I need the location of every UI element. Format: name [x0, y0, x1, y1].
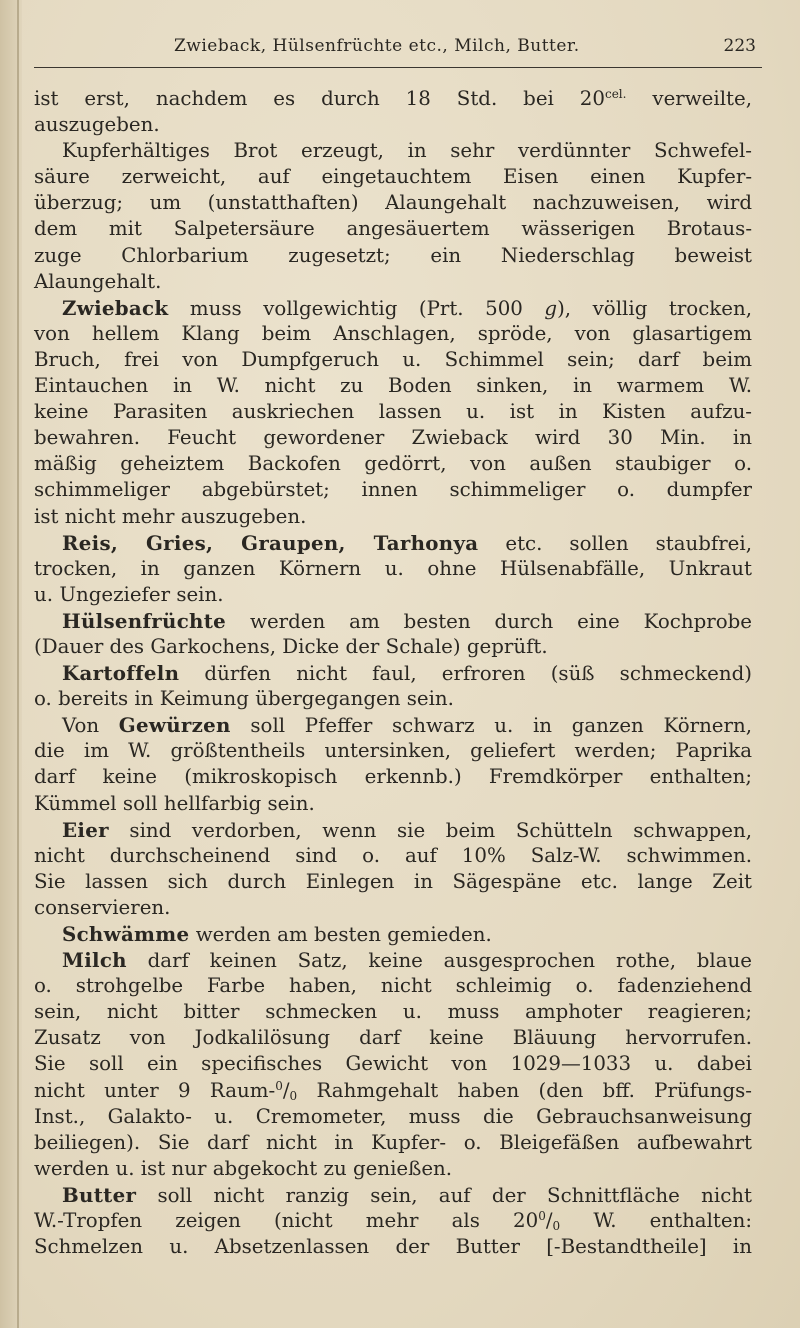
body-text	[34, 86, 752, 1260]
text-line	[34, 1025, 752, 1051]
text-line	[34, 399, 752, 425]
text-segment: /	[545, 1209, 553, 1233]
text-line	[34, 791, 752, 817]
text-line	[34, 477, 752, 503]
text-line	[34, 817, 752, 843]
page-header	[0, 36, 800, 66]
text-segment: o. strohgelbe Farbe haben, nicht schleimig o. fadenziehend	[34, 974, 752, 998]
keyword: Butter	[62, 1182, 137, 1207]
text-line	[34, 608, 752, 634]
text-line	[34, 138, 752, 164]
text-line	[34, 921, 752, 947]
text-segment: W.-Tropfen zeigen (nicht mehr als 20	[34, 1209, 539, 1233]
text-segment: 0	[538, 1209, 546, 1224]
text-segment: werden am besten gemieden.	[189, 923, 492, 946]
keyword: Milch	[62, 948, 127, 973]
text-segment: /	[282, 1078, 290, 1102]
text-segment: Bruch, frei von Dumpfgeruch u. Schimmel sein; darf beim	[34, 347, 752, 371]
text-line	[34, 1156, 752, 1182]
text-segment: ), völlig trocken,	[557, 296, 752, 320]
text-segment: dem mit Salpetersäure angesäuertem wässerigen Brotaus-	[34, 217, 752, 241]
text-segment: werden am besten durch eine Kochprobe	[226, 609, 752, 633]
text-line	[34, 634, 752, 660]
text-line	[34, 764, 752, 790]
keyword: Eier	[62, 817, 109, 842]
text-segment: die im W. größtentheils untersinken, geliefert werden; Paprika	[34, 739, 752, 763]
text-line	[34, 1051, 752, 1077]
text-line	[34, 947, 752, 973]
text-segment: mäßig geheiztem Backofen gedörrt, von außen staubiger o.	[34, 452, 752, 476]
text-line	[34, 556, 752, 582]
text-segment: sein, nicht bitter schmecken u. muss amphoter reagieren;	[34, 1000, 752, 1024]
text-segment: soll nicht ranzig sein, auf der Schnittfläche nicht	[136, 1183, 752, 1207]
text-segment: sind verdorben, wenn sie beim Schütteln schwappen,	[108, 818, 752, 842]
text-segment: (Dauer des Garkochens, Dicke der Schale) geprüft.	[34, 634, 548, 658]
text-segment: Kupferhältiges Brot erzeugt, in sehr verdünnter Schwefel-	[62, 139, 752, 163]
text-line	[34, 1182, 752, 1208]
text-line	[34, 895, 752, 921]
text-segment: Schmelzen u. Absetzenlassen der Butter [-Bestandtheile] in	[34, 1235, 752, 1259]
text-line	[34, 1078, 752, 1104]
text-line	[34, 190, 752, 216]
text-segment: 0	[289, 1088, 298, 1103]
text-line	[34, 686, 752, 712]
text-segment: auszugeben.	[34, 113, 160, 137]
text-segment: 0	[552, 1219, 561, 1234]
text-line	[34, 1234, 752, 1260]
text-segment: nicht unter 9 Raum-	[34, 1078, 276, 1102]
text-segment: muss vollgewichtig (Prt. 500	[168, 296, 545, 320]
text-segment: W. enthalten:	[560, 1209, 752, 1233]
text-line	[34, 660, 752, 686]
text-line	[34, 373, 752, 399]
text-line	[34, 86, 752, 112]
text-line	[34, 216, 752, 242]
text-segment: ist nicht mehr auszugeben.	[34, 504, 307, 528]
running-title: Zwieback, Hülsenfrüchte etc., Milch, Butter.	[174, 36, 580, 56]
text-segment: Alaungehalt.	[34, 269, 162, 293]
text-segment: cel.	[604, 87, 627, 101]
text-segment: ist erst, nachdem es durch 18 Std. bei 20	[34, 87, 605, 110]
text-segment: u. Ungeziefer sein.	[34, 582, 224, 606]
text-segment: dürfen nicht faul, erfroren (süß schmeckend)	[179, 662, 752, 686]
text-line	[34, 243, 752, 269]
text-segment: verweilte,	[626, 87, 752, 110]
page-binding-line	[17, 0, 19, 1328]
text-line	[34, 738, 752, 764]
text-line	[34, 843, 752, 869]
text-line	[34, 269, 752, 295]
text-segment: Von	[62, 714, 119, 738]
text-line	[34, 1130, 752, 1156]
text-segment: überzug; um (unstatthaften) Alaungehalt nachzuweisen, wird	[34, 191, 752, 215]
text-segment: beiliegen). Sie darf nicht in Kupfer- o. Bleigefäßen aufbewahrt	[34, 1130, 752, 1154]
text-segment: darf keinen Satz, keine ausgesprochen rothe, blaue	[126, 949, 752, 973]
text-segment: Sie soll ein specifisches Gewicht von 1029—1033 u. dabei	[34, 1052, 752, 1076]
text-segment: 0	[275, 1078, 283, 1093]
text-segment: darf keine (mikroskopisch erkennb.) Fremdkörper enthalten;	[34, 765, 752, 789]
text-line	[34, 112, 752, 138]
text-segment: von hellem Klang beim Anschlagen, spröde, von glasartigem	[34, 321, 752, 345]
keyword: Hülsenfrüchte	[62, 608, 227, 633]
text-line	[34, 712, 752, 738]
keyword: Reis, Gries, Graupen, Tarhonya	[62, 530, 479, 555]
text-segment: soll Pfeffer schwarz u. in ganzen Körnern,	[230, 714, 752, 738]
text-segment: Eintauchen in W. nicht zu Boden sinken, in warmem W.	[34, 374, 752, 398]
text-segment: schimmeliger abgebürstet; innen schimmeliger o. dumpfer	[34, 478, 752, 502]
text-segment: o. bereits in Keimung übergegangen sein.	[34, 687, 454, 711]
text-line	[34, 504, 752, 530]
text-segment: conservieren.	[34, 895, 171, 919]
text-line	[34, 973, 752, 999]
text-segment: keine Parasiten auskriechen lassen u. ist in Kisten aufzu-	[34, 400, 752, 424]
text-line	[34, 451, 752, 477]
keyword: Kartoffeln	[62, 661, 180, 686]
text-line	[34, 295, 752, 321]
text-line	[34, 347, 752, 373]
text-line	[34, 530, 752, 556]
text-segment: säure zerweicht, auf eingetauchtem Eisen einen Kupfer-	[34, 165, 752, 189]
text-segment: bewahren. Feucht gewordener Zwieback wird 30 Min. in	[34, 426, 752, 450]
text-segment: Zusatz von Jodkalilösung darf keine Bläuung hervorrufen.	[34, 1026, 752, 1050]
text-line	[34, 582, 752, 608]
header-rule	[34, 67, 762, 68]
keyword: Zwieback	[62, 295, 169, 320]
text-segment: Inst., Galakto- u. Cremometer, muss die Gebrauchsanweisung	[34, 1104, 752, 1128]
keyword: Schwämme	[62, 922, 190, 946]
text-line	[34, 1208, 752, 1234]
text-line	[34, 1104, 752, 1130]
text-segment: Sie lassen sich durch Einlegen in Sägespäne etc. lange Zeit	[34, 869, 752, 893]
keyword: Gewürzen	[118, 713, 231, 738]
text-segment: trocken, in ganzen Körnern u. ohne Hülsenabfälle, Unkraut	[34, 556, 752, 580]
text-line	[34, 164, 752, 190]
text-segment: g	[544, 296, 558, 320]
text-segment: Kümmel soll hellfarbig sein.	[34, 791, 315, 815]
text-segment: zuge Chlorbarium zugesetzt; ein Niederschlag beweist	[34, 243, 752, 267]
text-line	[34, 321, 752, 347]
text-segment: Rahmgehalt haben (den bff. Prüfungs-	[297, 1078, 752, 1102]
text-segment: nicht durchscheinend sind o. auf 10% Salz-W. schwimmen.	[34, 843, 752, 867]
text-line	[34, 425, 752, 451]
text-line	[34, 869, 752, 895]
page-number: 223	[723, 36, 756, 56]
text-segment: werden u. ist nur abgekocht zu genießen.	[34, 1156, 453, 1180]
text-segment: etc. sollen staubfrei,	[478, 531, 752, 555]
text-line	[34, 999, 752, 1025]
